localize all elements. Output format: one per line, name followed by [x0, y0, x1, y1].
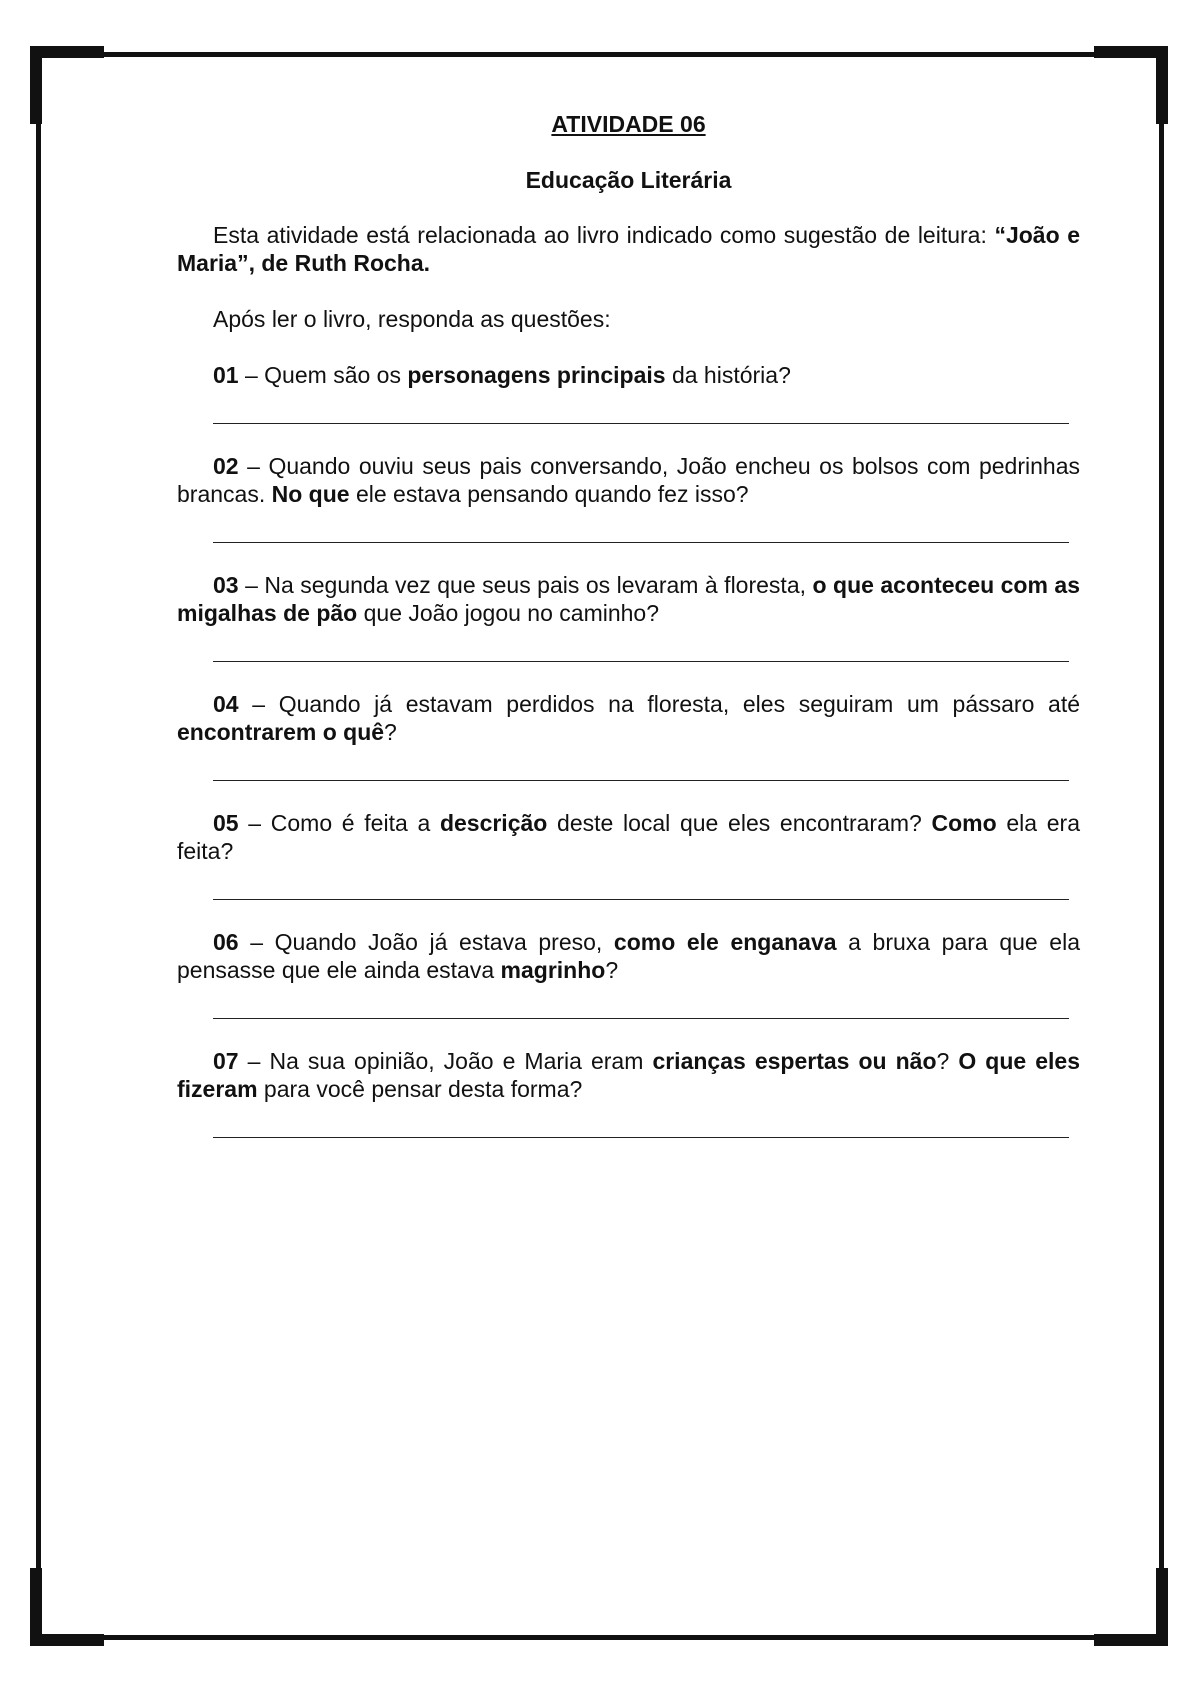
question-emphasis: como ele enganava [613, 929, 837, 955]
page-subtitle: Educação Literária [525, 167, 732, 193]
question-dash: – [238, 810, 271, 836]
question-emphasis: encontrarem o quê [177, 719, 385, 745]
question-07 [177, 1047, 1080, 1103]
question-text: ? [936, 1048, 959, 1074]
intro-text: Esta atividade está relacionada ao livro indicado como sugestão de leitura: [213, 222, 995, 248]
question-02 [177, 452, 1080, 508]
intro-paragraph [177, 221, 1080, 277]
question-01 [177, 361, 1080, 389]
question-dash: – [238, 453, 269, 479]
question-text: ela era feita? [177, 810, 1080, 864]
question-number: 02 [213, 453, 239, 479]
question-emphasis: Como [931, 810, 997, 836]
question-text: Como é feita a [270, 810, 440, 836]
answer-line[interactable] [213, 991, 1069, 1019]
question-dash: – [238, 1048, 270, 1074]
question-dash: – [238, 929, 275, 955]
question-number: 06 [213, 929, 239, 955]
question-text: Quem são os [264, 362, 408, 388]
answer-line[interactable] [213, 872, 1069, 900]
corner-mark-top-right [1156, 46, 1168, 124]
question-text: Quando já estavam perdidos na floresta, eles seguiram um pássaro até [278, 691, 1080, 717]
corner-mark-top-left [30, 46, 42, 124]
page-title: ATIVIDADE 06 [551, 111, 706, 137]
answer-line[interactable] [213, 396, 1069, 424]
question-text: Na sua opinião, João e Maria eram [269, 1048, 653, 1074]
question-05 [177, 809, 1080, 865]
question-text: ? [384, 719, 397, 745]
question-number: 04 [213, 691, 239, 717]
question-emphasis: o que aconteceu com as migalhas de pão [177, 572, 1080, 626]
question-04 [177, 690, 1080, 746]
question-emphasis: O que eles fizeram [177, 1048, 1081, 1102]
question-dash: – [238, 362, 265, 388]
answer-line[interactable] [213, 515, 1069, 543]
book-title: “João e Maria”, de Ruth Rocha. [177, 222, 1080, 276]
question-number: 01 [213, 362, 239, 388]
question-text: para você pensar desta forma? [257, 1076, 583, 1102]
question-number: 05 [213, 810, 239, 836]
worksheet-content [177, 110, 1080, 1145]
question-emphasis: crianças espertas ou não [652, 1048, 937, 1074]
question-emphasis: descrição [439, 810, 548, 836]
corner-mark-bottom-right [1156, 1568, 1168, 1646]
question-06 [177, 928, 1080, 984]
question-text: da história? [665, 362, 791, 388]
question-text: que João jogou no caminho? [357, 600, 660, 626]
question-text: Quando João já estava preso, [274, 929, 614, 955]
question-text: Quando ouviu seus pais conversando, João encheu os bolsos com pedrinhas brancas. [177, 453, 1080, 507]
question-number: 07 [213, 1048, 239, 1074]
question-text: ? [605, 957, 619, 983]
question-dash: – [238, 691, 279, 717]
question-list [177, 361, 1080, 1138]
answer-line[interactable] [213, 1110, 1069, 1138]
question-emphasis: magrinho [500, 957, 606, 983]
question-text: Na segunda vez que seus pais os levaram à floresta, [264, 572, 813, 598]
answer-line[interactable] [213, 753, 1069, 781]
question-03 [177, 571, 1080, 627]
question-emphasis: No que [271, 481, 350, 507]
question-number: 03 [213, 572, 239, 598]
instruction-text: Após ler o livro, responda as questões: [213, 306, 611, 332]
answer-line[interactable] [213, 634, 1069, 662]
question-text: deste local que eles encontraram? [547, 810, 932, 836]
question-text: ele estava pensando quando fez isso? [349, 481, 749, 507]
corner-mark-bottom-left [30, 1568, 42, 1646]
question-text: a bruxa para que ela pensasse que ele ainda estava [177, 929, 1080, 983]
question-emphasis: personagens principais [407, 362, 666, 388]
question-dash: – [238, 572, 265, 598]
